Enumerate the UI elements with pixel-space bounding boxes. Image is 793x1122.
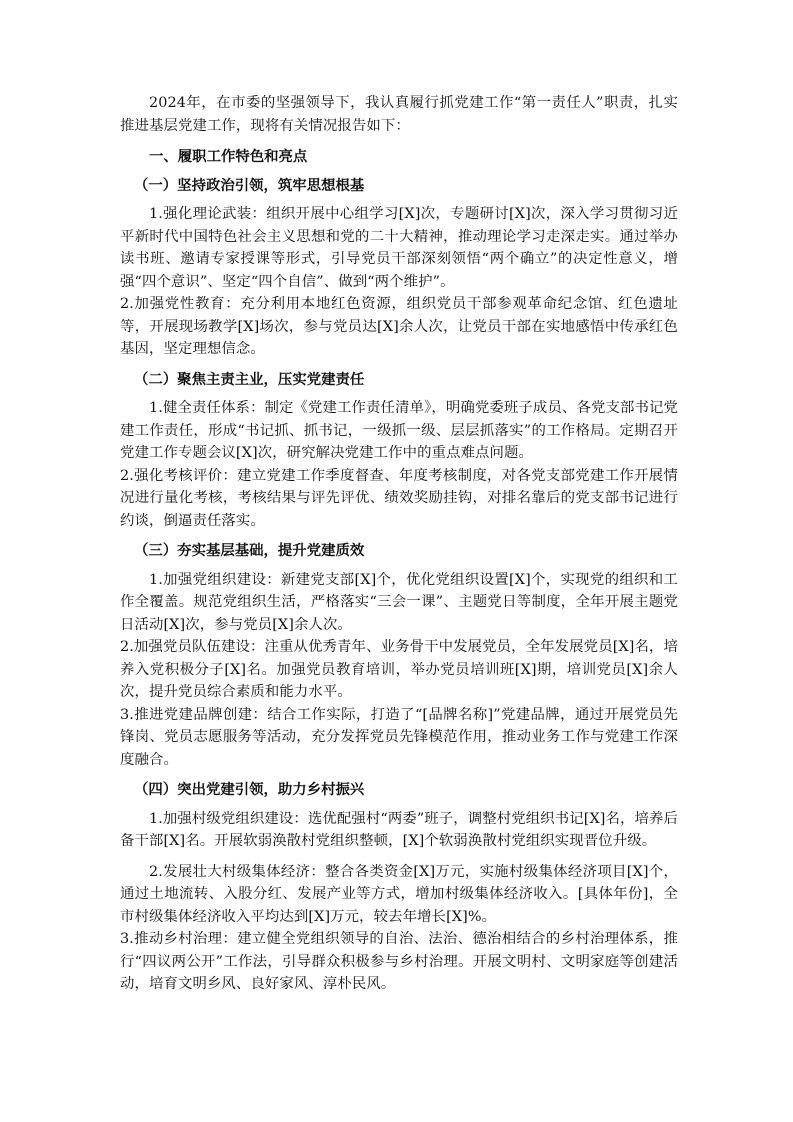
section-4-item-2: 2.发展壮大村级集体经济：整合各类资金[X]万元，实施村级集体经济项目[X]个，通过土地流转、入股分红、发展产业等方式，增加村级集体经济收入。[具体年份]，全市村级集体经济收入平均达到[X]万元，较去年增长[X]%。 <box>120 863 678 925</box>
section-1-item-1: 1.强化理论武装：组织开展中心组学习[X]次，专题研讨[X]次，深入学习贯彻习近平新时代中国特色社会主义思想和党的二十大精神，推动理论学习走深走实。通过举办读书班、邀请专家授课等形式，引导党员干部深刻领悟“两个确立”的决定性意义，增强“四个意识”、坚定“四个自信”、做到“两个维护”。 <box>120 206 678 290</box>
section-3-item-3: 3.推进党建品牌创建：结合工作实际，打造了“[品牌名称]”党建品牌，通过开展党员先锋岗、党员志愿服务等活动，充分发挥党员先锋模范作用，推动业务工作与党建工作深度融合。 <box>120 706 678 768</box>
section-4-title: （四）突出党建引领，助力乡村振兴 <box>134 782 365 798</box>
section-1-item-2: 2.加强党性教育：充分利用本地红色资源，组织党员干部参观革命纪念馆、红色遗址等，开展现场教学[X]场次，参与党员达[X]余人次，让党员干部在实地感悟中传承红色基因，坚定理想信念。 <box>120 296 678 357</box>
heading-level-1: 一、履职工作特色和亮点 <box>149 149 308 165</box>
section-3-title: （三）夯实基层基础，提升党建质效 <box>134 543 365 559</box>
section-1-title: （一）坚持政治引领，筑牢思想根基 <box>134 177 365 194</box>
section-3-item-2: 2.加强党员队伍建设：注重从优秀青年、业务骨干中发展党员，全年发展党员[X]名，培养入党积极分子[X]名。加强党员教育培训，举办党员培训班[X]期，培训党员[X]余人次，提升党员综合素质和能力水平。 <box>120 639 678 700</box>
document-page <box>120 92 678 996</box>
section-4-item-3: 3.推动乡村治理：建立健全党组织领导的自治、法治、德治相结合的乡村治理体系，推行“四议两公开”工作法，引导群众积极参与乡村治理。开展文明村、文明家庭等创建活动，培育文明乡风、良好家风、淳朴民风。 <box>120 931 678 992</box>
section-2-item-2: 2.强化考核评价：建立党建工作季度督查、年度考核制度，对各党支部党建工作开展情况进行量化考核，考核结果与评先评优、绩效奖励挂钩，对排名靠后的党支部书记进行约谈，倒逼责任落实。 <box>120 467 678 529</box>
intro-paragraph: 2024年，在市委的坚强领导下，我认真履行抓党建工作“第一责任人”职责，扎实推进基层党建工作，现将有关情况报告如下： <box>120 95 678 134</box>
section-2-item-1: 1.健全责任体系：制定《党建工作责任清单》，明确党委班子成员、各党支部书记党建工作责任，形成“书记抓、抓书记，一级抓一级、层层抓落实”的工作格局。定期召开党建工作专题会议[X]次，研究解决党建工作中的重点难点问题。 <box>120 400 678 461</box>
section-2-title: （二）聚焦主责主业，压实党建责任 <box>134 371 365 388</box>
section-3-item-1: 1.加强党组织建设：新建党支部[X]个，优化党组织设置[X]个，实现党的组织和工作全覆盖。规范党组织生活，严格落实“三会一课”、主题党日等制度，全年开展主题党日活动[X]次，参与党员[X]余人次。 <box>120 571 678 633</box>
section-4-item-1: 1.加强村级党组织建设：选优配强村“两委”班子，调整村党组织书记[X]名，培养后备干部[X]名。开展软弱涣散村党组织整顿，[X]个软弱涣散村党组织实现晋位升级。 <box>120 810 678 849</box>
